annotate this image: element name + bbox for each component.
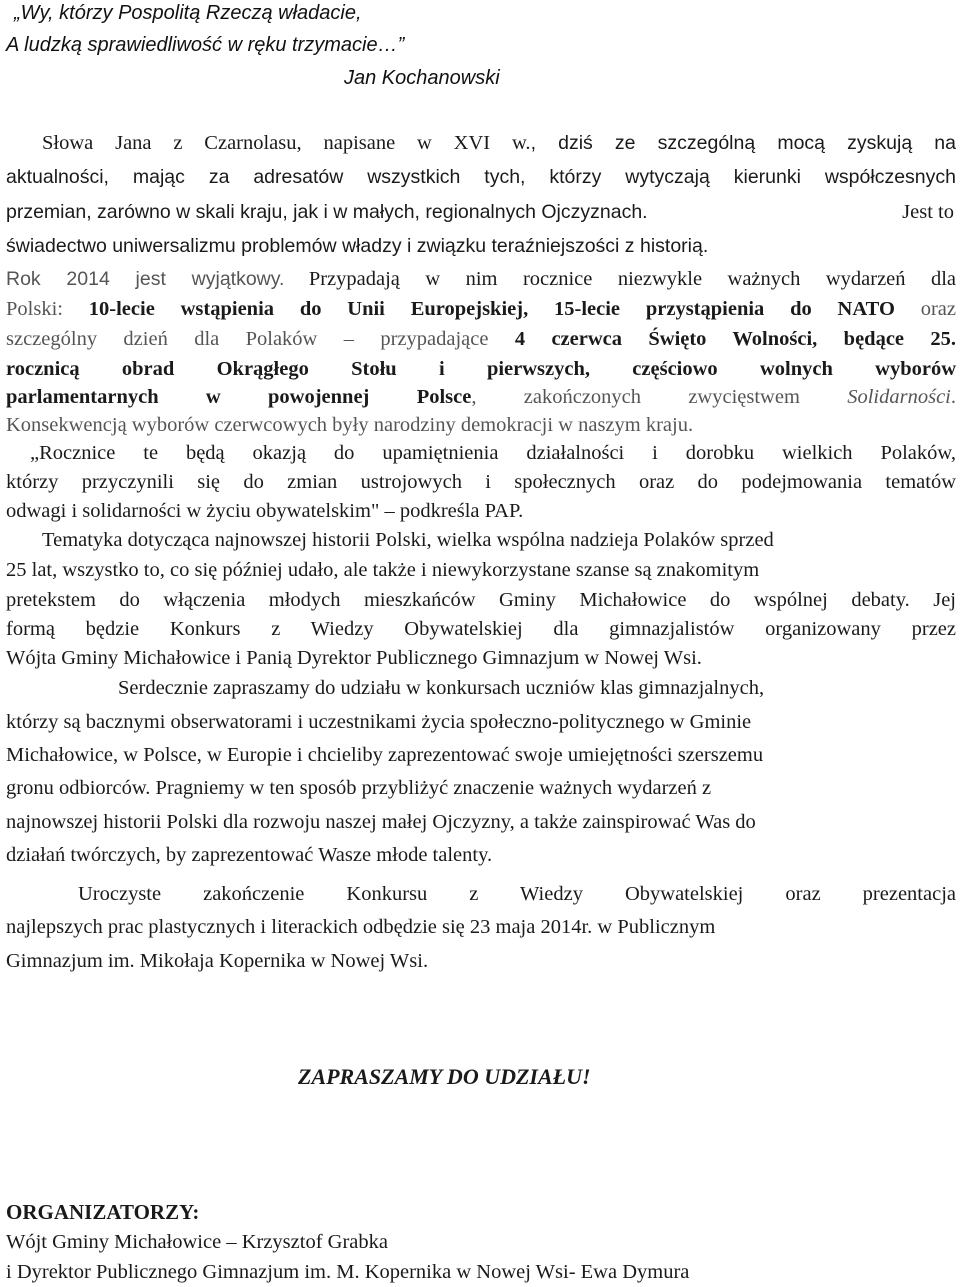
intro-line-1 [42, 132, 956, 155]
quote-author: Jan Kochanowski [344, 67, 500, 89]
invite-line-6: działań twórczych, by zaprezentować Wasze młode talenty. [6, 844, 493, 866]
pap-line-3: odwagi i solidarności w życiu obywatelskim" – podkreśla PAP. [6, 500, 524, 522]
intro-line-6-b: 10-lecie wstąpienia do Unii Europejskiej, 15-lecie przystąpienia do NATO [88, 298, 895, 320]
intro-line-9 [6, 386, 956, 409]
intro-line-3-b: Jest to [902, 201, 954, 223]
intro-line-5 [6, 268, 956, 291]
intro-line-7-a: szczególny dzień dla Polaków – przypadające [6, 328, 515, 350]
pap-line-2: którzy przyczynili się do zmian ustrojowych i społecznych oraz do podejmowania tematów [6, 471, 956, 493]
topic-line-3: pretekstem do włączenia młodych mieszkańców Gminy Michałowice do wspólnej debaty. Jej [6, 589, 956, 611]
invite-line-4: gronu odbiorców. Pragniemy w ten sposób przybliżyć znaczenie ważnych wydarzeń z [6, 777, 712, 799]
intro-line-10: Konsekwencją wyborów czerwcowych były narodziny demokracji w naszym kraju. [6, 414, 694, 436]
intro-line-9-a: parlamentarnych w powojennej Polsce [6, 386, 472, 408]
intro-line-6 [6, 298, 956, 321]
quote-line-1: „Wy, którzy Pospolitą Rzeczą władacie, [14, 2, 362, 24]
organizer-line-2: i Dyrektor Publicznego Gimnazjum im. M. Kopernika w Nowej Wsi- Ewa Dymura [6, 1261, 690, 1283]
topic-line-5: Wójta Gminy Michałowice i Panią Dyrektor Publicznego Gimnazjum w Nowej Wsi. [6, 647, 702, 669]
intro-line-9-d: . [950, 386, 956, 408]
intro-line-6-a: Polski: [6, 298, 89, 320]
closing-line-2: najlepszych prac plastycznych i literackich odbędzie się 23 maja 2014r. w Publicznym [6, 916, 716, 938]
topic-line-1: Tematyka dotycząca najnowszej historii Polski, wielka wspólna nadzieja Polaków sprzed [42, 529, 774, 551]
intro-line-5-a: Rok 2014 jest wyjątkowy. [6, 268, 285, 290]
intro-line-6-c: oraz [894, 298, 956, 320]
intro-line-2: aktualności, mając za adresatów wszystkich tych, którzy wytyczają kierunki współczesnych [6, 166, 956, 188]
closing-line-3: Gimnazjum im. Mikołaja Kopernika w Nowej Wsi. [6, 950, 429, 972]
invite-line-1: Serdecznie zapraszamy do udziału w konkursach uczniów klas gimnazjalnych, [118, 677, 765, 699]
intro-line-4: świadectwo uniwersalizmu problemów władzy i związku teraźniejszości z historią. [6, 235, 709, 257]
intro-line-9-c: Solidarności [847, 386, 951, 408]
intro-line-3-a: przemian, zarówno w skali kraju, jak i w małych, regionalnych Ojczyznach. [6, 201, 648, 223]
intro-line-8: rocznicą obrad Okrągłego Stołu i pierwszych, częściowo wolnych wyborów [6, 358, 956, 380]
intro-line-9-b: , zakończonych zwycięstwem [471, 386, 848, 408]
intro-line-7 [6, 328, 956, 351]
intro-line-7-b: 4 czerwca Święto Wolności, będące 25. [514, 328, 957, 350]
invite-line-2: którzy są bacznymi obserwatorami i uczestnikami życia społeczno-politycznego w Gminie [6, 711, 752, 733]
cta-heading: ZAPRASZAMY DO UDZIAŁU! [298, 1064, 591, 1089]
intro-line-5-b: Przypadają w nim rocznice niezwykle ważnych wydarzeń dla [308, 268, 957, 290]
invite-line-3: Michałowice, w Polsce, w Europie i chcieliby zaprezentować swoje umiejętności szerszemu [6, 744, 764, 766]
intro-line-1-b: , dziś ze szczególną mocą zyskują na [530, 132, 956, 154]
intro-line-3 [6, 201, 956, 224]
pap-line-1: „Rocznice te będą okazją do upamiętnienia działalności i dorobku wielkich Polaków, [30, 442, 956, 464]
topic-line-4: formą będzie Konkurs z Wiedzy Obywatelskiej dla gimnazjalistów organizowany przez [6, 618, 956, 640]
invite-line-5: najnowszej historii Polski dla rozwoju naszej małej Ojczyzny, a także zainspirować Was do [6, 811, 756, 833]
intro-line-1-a: Słowa Jana z Czarnolasu, napisane w XVI w. [42, 132, 531, 154]
organizer-line-1: Wójt Gminy Michałowice – Krzysztof Grabka [6, 1231, 388, 1253]
topic-line-2: 25 lat, wszystko to, co się później udało, ale także i niewykorzystane szanse są znakomitym [6, 559, 760, 581]
organizers-heading: ORGANIZATORZY: [6, 1200, 200, 1224]
closing-line-1: Uroczyste zakończenie Konkursu z Wiedzy Obywatelskiej oraz prezentacja [78, 883, 956, 905]
quote-line-2: A ludzką sprawiedliwość w ręku trzymacie…” [6, 34, 405, 56]
